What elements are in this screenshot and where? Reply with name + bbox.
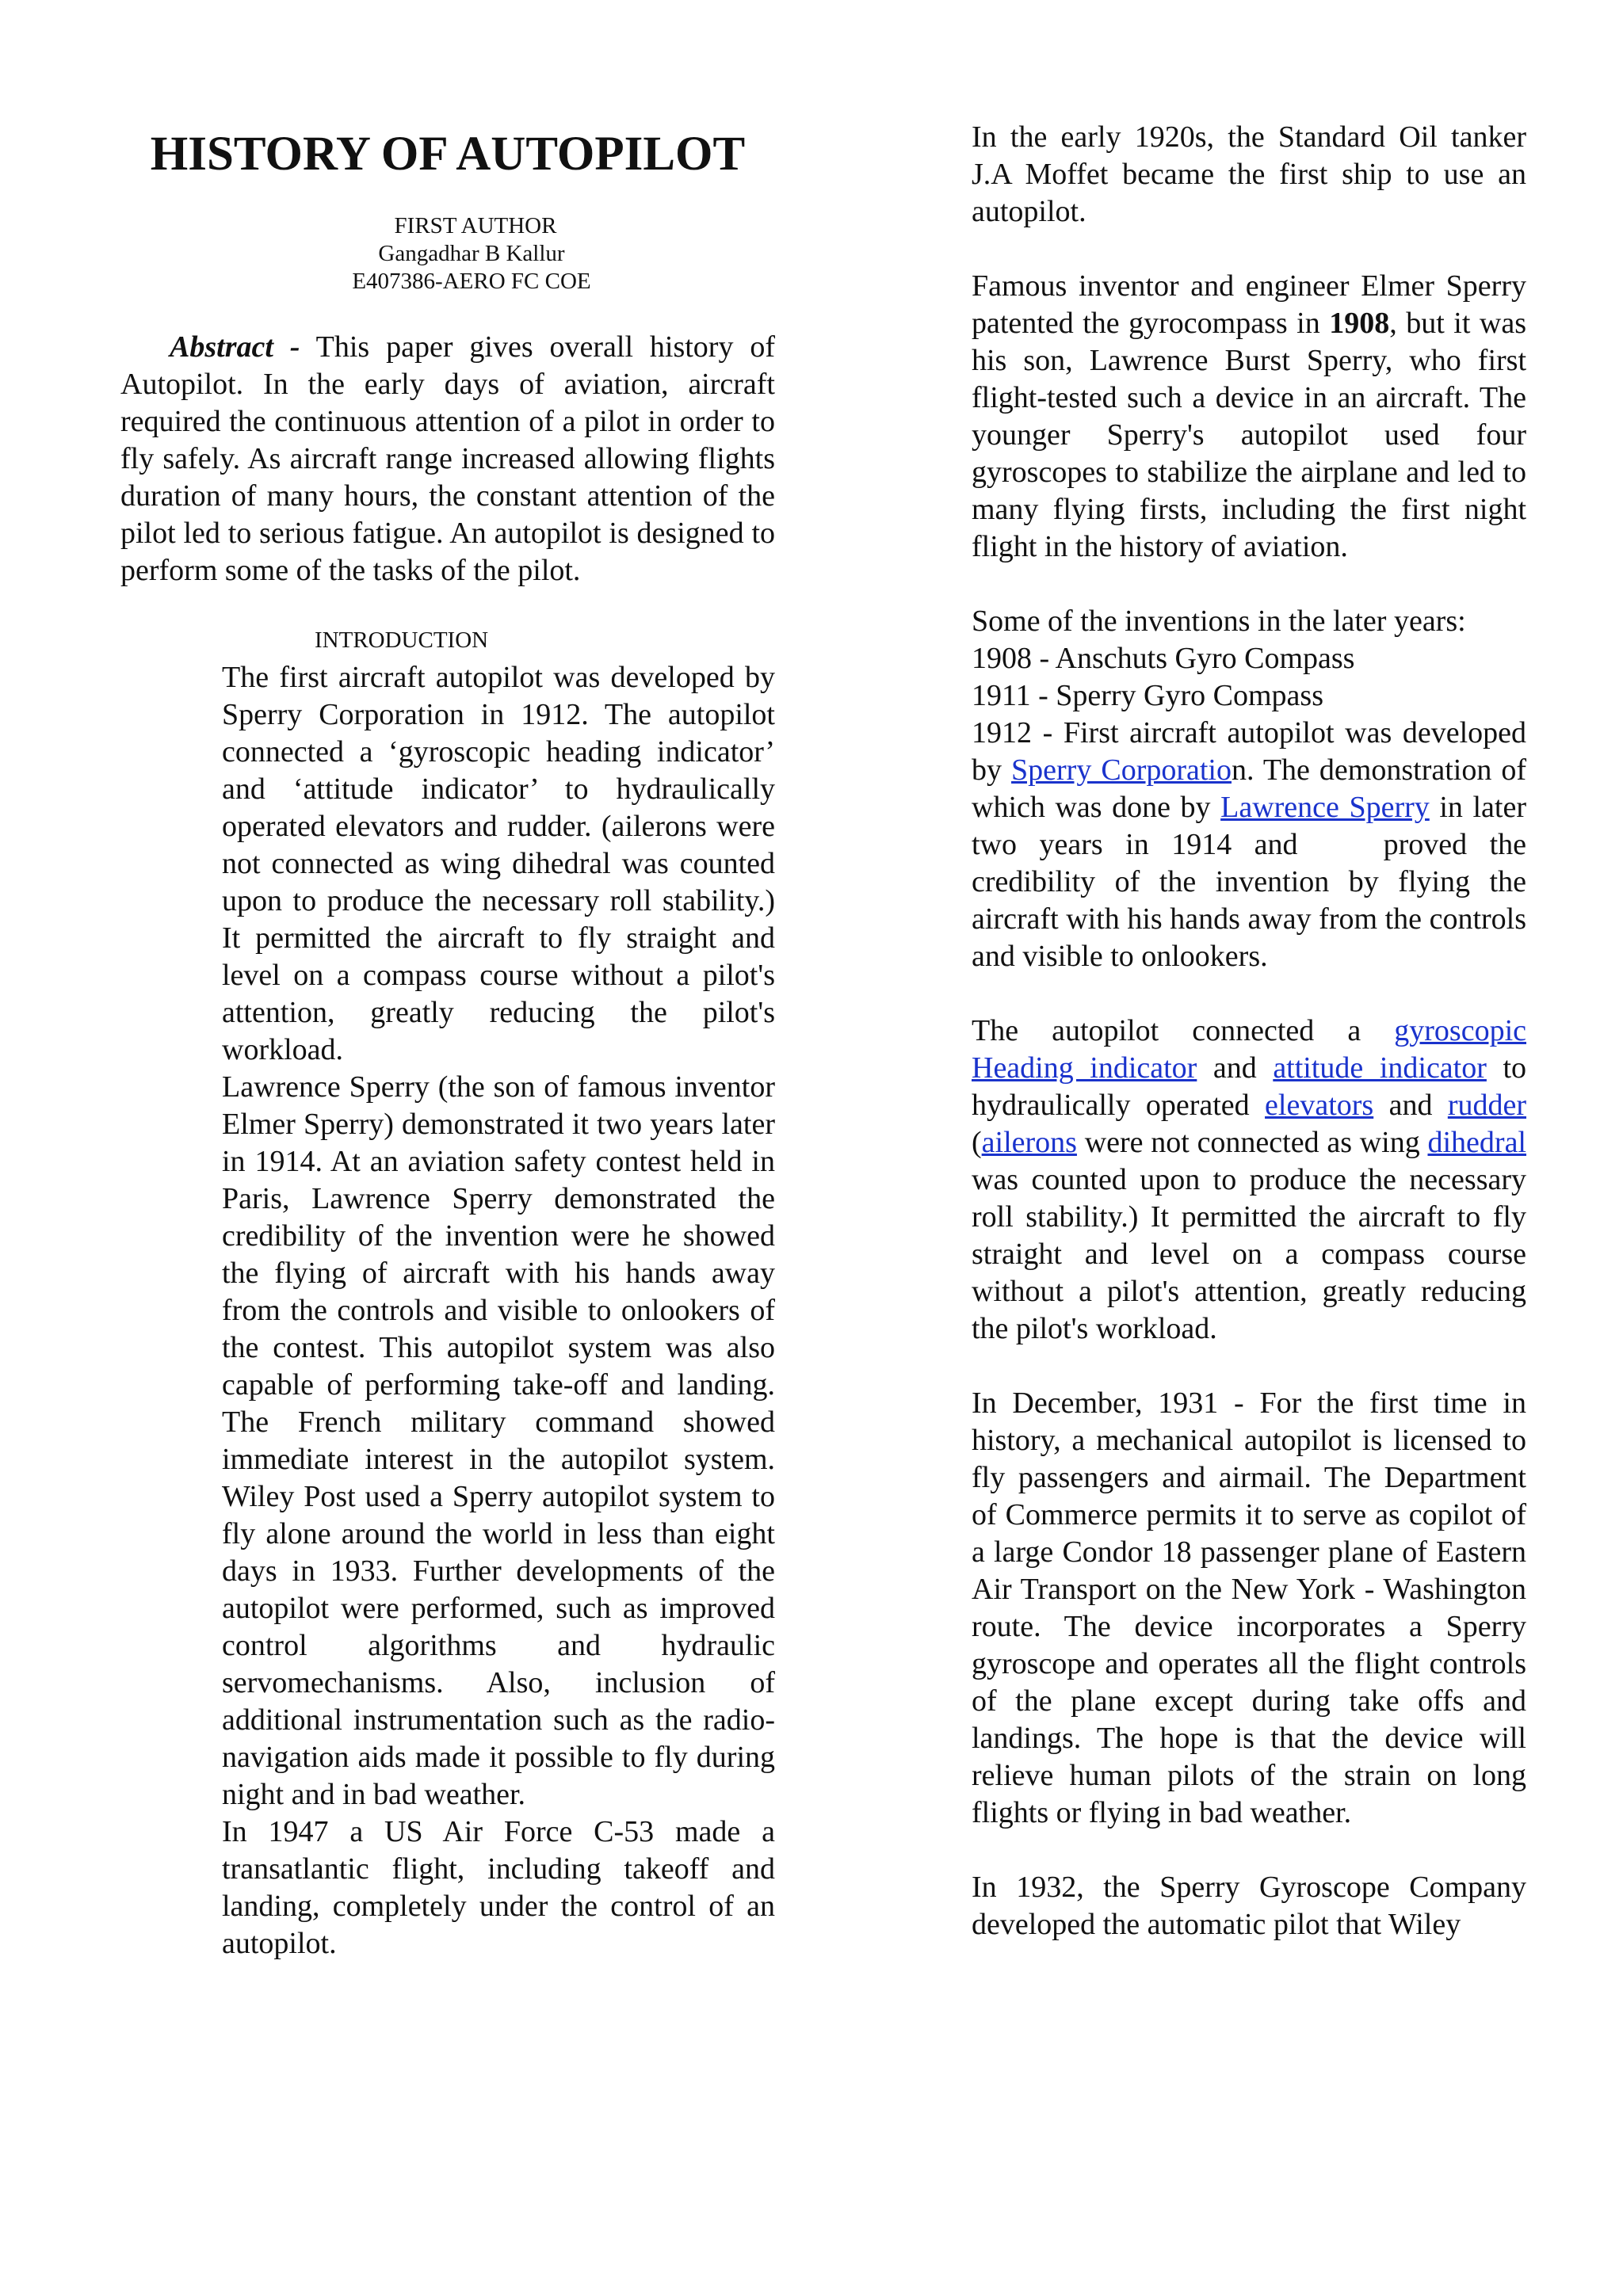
left-column [120, 119, 775, 1962]
timeline-intro: Some of the inventions in the later years: [972, 605, 1466, 638]
moffet-paragraph: In the early 1920s, the Standard Oil tanker J.A Moffet became the first ship to use an autopilot. [972, 120, 1526, 228]
right-column [972, 119, 1526, 1943]
gyrocompass-paragraph [972, 268, 1526, 566]
t1912-b: n. The demonstration of which was done by [972, 753, 1527, 824]
sperry-corporation-link[interactable]: Sperry Corporatio [1011, 753, 1232, 787]
p4-text: and [1197, 1051, 1274, 1085]
introduction-heading: INTRODUCTION [315, 627, 489, 653]
paper-title: HISTORY OF AUTOPILOT [150, 128, 746, 181]
intro-paragraph: In 1947 a US Air Force C-53 made a transatlantic flight, including takeoff and landing, completely under the control of an autopilot. [222, 1814, 775, 1960]
intro-paragraph: The first aircraft autopilot was developed by Sperry Corporation in 1912. The autopilot connected a ‘gyroscopic heading indicator’ and ‘attitude indicator’ to hydraulically operated elevators and rudder. (ailerons were not connected as wing dihedral was counted upon to produce the necessary roll stability.) It permitted the aircraft to fly straight and level on a compass course without a pilot's attention, greatly reducing the pilot's workload. [222, 660, 775, 1066]
timeline-1911: 1911 - Sperry Gyro Compass [972, 679, 1323, 712]
p4-text: to hydraulically operated [972, 1051, 1526, 1122]
abstract [120, 329, 775, 589]
lawrence-sperry-link[interactable]: Lawrence Sperry [1220, 791, 1430, 824]
introduction-body [222, 659, 775, 1962]
ailerons-link[interactable]: ailerons [981, 1126, 1077, 1159]
author-block [120, 212, 775, 295]
timeline-1912 [972, 715, 1526, 975]
gyro-text-a: Famous inventor and engineer Elmer Sperry patented the gyrocompass in [972, 269, 1526, 340]
t1912-c: in later two years in 1914 and [972, 791, 1526, 861]
timeline-1908: 1908 - Anschuts Gyro Compass [972, 642, 1355, 675]
author-label: FIRST AUTHOR [394, 213, 557, 239]
t1912-d: proved the credibility of the invention by flying the aircraft with his hands away from the controls and visible to onlookers. [972, 828, 1526, 973]
p4-text: were not connected as wing [1076, 1126, 1428, 1159]
p4-text: and [1373, 1089, 1448, 1122]
dihedral-link[interactable]: dihedral [1427, 1126, 1526, 1159]
gyro-text-b: , but it was his son, Lawrence Burst Sperry, who first flight-tested such a device in an aircraft. The younger Sperry's autopilot used four gyroscopes to stabilize the airplane and led to many flying firsts, including the first night flight in the history of aviation. [972, 307, 1526, 563]
year-1908-bold: 1908 [1329, 307, 1390, 340]
sperry-1932-paragraph: In 1932, the Sperry Gyroscope Company developed the automatic pilot that Wiley [972, 1871, 1526, 1941]
p4-text: The autopilot connected a [972, 1014, 1395, 1047]
elevators-link[interactable]: elevators [1265, 1089, 1374, 1122]
abstract-text: This paper gives overall history of Autopilot. In the early days of aviation, aircraft required the continuous attention of a pilot in order to fly safely. As aircraft range increased allowing flights duration of many hours, the constant attention of the pilot led to serious fatigue. An autopilot is designed to perform some of the tasks of the pilot. [120, 330, 775, 587]
december-1931-paragraph: In December, 1931 - For the first time in history, a mechanical autopilot is licensed to fly passengers and airmail. The Department of Commerce permits it to serve as copilot of a large Condor 18 passenger plane of Eastern Air Transport on the New York - Washington route. The device incorporates a Sperry gyroscope and operates all the flight controls of the plane except during take offs and landings. The hope is that the device will relieve human pilots of the strain on long flights or flying in bad weather. [972, 1386, 1526, 1829]
attitude-indicator-link[interactable]: attitude indicator [1273, 1051, 1487, 1085]
t1912-a: 1912 - First aircraft autopilot was developed by [972, 716, 1526, 787]
p4-text: was counted upon to produce the necessary roll stability.) It permitted the aircraft to fly straight and level on a compass course without a pilot's attention, greatly reducing the pilot's workload. [972, 1163, 1526, 1345]
intro-paragraph: Lawrence Sperry (the son of famous inventor Elmer Sperry) demonstrated it two years later in 1914. At an aviation safety contest held in Paris, Lawrence Sperry demonstrated the credibility of the invention were he showed the flying of aircraft with his hands away from the controls and visible to onlookers of the contest. This autopilot system was also capable of performing take-off and landing. The French military command showed immediate interest in the autopilot system. Wiley Post used a Sperry autopilot system to fly alone around the world in less than eight days in 1933. Further developments of the autopilot were performed, such as improved control algorithms and hydraulic servomechanisms. Also, inclusion of additional instrumentation such as the radio-navigation aids made it possible to fly during night and in bad weather. [222, 1070, 775, 1811]
p4-text: ( [972, 1126, 982, 1159]
author-affiliation: E407386-AERO FC COE [352, 268, 591, 294]
autopilot-links-paragraph [972, 1013, 1526, 1348]
gyroscopic-heading-indicator-link[interactable]: gyroscopic Heading indicator [972, 1014, 1526, 1085]
rudder-link[interactable]: rudder [1447, 1089, 1526, 1122]
author-name: Gangadhar B Kallur [378, 240, 565, 266]
abstract-label: Abstract - [170, 330, 300, 364]
